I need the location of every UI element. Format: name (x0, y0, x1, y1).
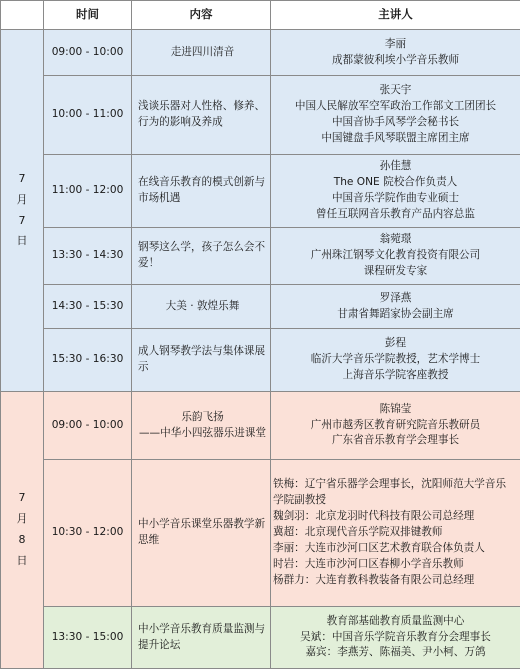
day-label-line: 月 (1, 509, 43, 530)
header-date (1, 1, 44, 30)
session-speaker-line: 彭程 (273, 336, 518, 352)
session-topic-line: 示 (138, 360, 267, 376)
session-speaker-line: 杨群力：大连育教科教装备有限公司总经理 (273, 573, 518, 589)
session-speaker-line: 广东省音乐教育学会理事长 (273, 433, 518, 449)
schedule-row (1, 155, 520, 228)
session-topic (132, 30, 271, 76)
session-topic (132, 460, 271, 607)
session-speaker-line: 广州珠江钢琴文化教育投资有限公司 (273, 248, 518, 264)
session-speaker-line: 李丽 (273, 37, 518, 53)
session-speaker-line: 张天宇 (273, 83, 518, 99)
session-topic (132, 155, 271, 228)
session-speaker-line: 成都蒙彼利埃小学音乐教师 (273, 53, 518, 69)
session-speaker-line: 甘肃省舞蹈家协会副主席 (273, 307, 518, 323)
session-speaker (271, 30, 520, 76)
session-time: 10:00 - 11:00 (44, 76, 132, 155)
session-speaker-line: 陈锦莹 (273, 402, 518, 418)
session-time: 11:00 - 12:00 (44, 155, 132, 228)
session-speaker (271, 392, 520, 460)
session-topic (132, 76, 271, 155)
header-speaker: 主讲人 (271, 1, 520, 30)
schedule-row (1, 607, 520, 669)
session-speaker-line: 学院副教授 (273, 493, 518, 509)
session-speaker-line: 罗泽燕 (273, 291, 518, 307)
session-speaker-line: 吴斌：中国音乐学院音乐教育分会理事长 (273, 630, 518, 646)
session-topic (132, 329, 271, 392)
session-topic-line: 中小学音乐教育质量监测与 (138, 622, 267, 638)
session-topic-line: 爱！ (138, 256, 267, 272)
session-speaker-line: 嘉宾：李燕芳、陈福美、尹小柯、万鸽 (273, 645, 518, 661)
header-row (1, 1, 520, 30)
schedule-row (1, 285, 520, 329)
day-label-line: 7 (1, 488, 43, 509)
session-topic-line: 钢琴这么学，孩子怎么会不 (138, 240, 267, 256)
schedule-row (1, 76, 520, 155)
session-topic (132, 228, 271, 285)
session-speaker (271, 329, 520, 392)
session-speaker-line: 时岩：大连市沙河口区春柳小学音乐教师 (273, 557, 518, 573)
session-topic-line: 行为的影响及养成 (138, 115, 267, 131)
session-time: 09:00 - 10:00 (44, 30, 132, 76)
session-speaker-line: 中国音乐学院作曲专业硕士 (273, 191, 518, 207)
session-topic (132, 607, 271, 669)
session-time: 13:30 - 15:00 (44, 607, 132, 669)
session-speaker-line: 广州市越秀区教育研究院音乐教研员 (273, 418, 518, 434)
session-speaker-line: 孙佳慧 (273, 159, 518, 175)
session-topic-line: 提升论坛 (138, 638, 267, 654)
session-topic-line: 走进四川清音 (138, 45, 267, 61)
session-topic-line: 中小学音乐课堂乐器教学新 (138, 517, 267, 533)
session-topic (132, 392, 271, 460)
session-time: 10:30 - 12:00 (44, 460, 132, 607)
schedule-row (1, 460, 520, 607)
day-label-line: 月 (1, 190, 43, 211)
session-speaker-line: 上海音乐学院客座教授 (273, 368, 518, 384)
session-speaker-line: 冀超：北京现代音乐学院双排键教师 (273, 525, 518, 541)
session-time: 09:00 - 10:00 (44, 392, 132, 460)
session-topic-line: 浅谈乐器对人性格、修养、 (138, 99, 267, 115)
day-label (1, 392, 44, 669)
session-speaker-line: 翁菀璟 (273, 232, 518, 248)
header-time: 时间 (44, 1, 132, 30)
session-speaker-line: The ONE 院校合作负责人 (273, 175, 518, 191)
day-label-line: 日 (1, 551, 43, 572)
session-speaker-line: 课程研发专家 (273, 264, 518, 280)
session-speaker-line: 中国人民解放军空军政治工作部文工团团长 (273, 99, 518, 115)
session-speaker-line: 李丽：大连市沙河口区艺术教育联合体负责人 (273, 541, 518, 557)
session-speaker (271, 285, 520, 329)
session-time: 14:30 - 15:30 (44, 285, 132, 329)
session-topic-line: 在线音乐教育的模式创新与 (138, 175, 267, 191)
session-speaker-line: 铁梅：辽宁省乐器学会理事长，沈阳师范大学音乐 (273, 477, 518, 493)
session-speaker-line: 中国音协手风琴学会秘书长 (273, 115, 518, 131)
session-topic-line: 大美 · 敦煌乐舞 (138, 299, 267, 315)
session-speaker-line: 临沂大学音乐学院教授，艺术学博士 (273, 352, 518, 368)
day-label (1, 30, 44, 392)
session-speaker-line: 中国键盘手风琴联盟主席团主席 (273, 131, 518, 147)
schedule-row (1, 329, 520, 392)
session-topic-line: 乐韵飞扬 (138, 410, 267, 426)
schedule-row (1, 30, 520, 76)
session-speaker (271, 460, 520, 607)
session-time: 15:30 - 16:30 (44, 329, 132, 392)
session-speaker (271, 607, 520, 669)
session-topic (132, 285, 271, 329)
schedule-row (1, 392, 520, 460)
day-label-line: 日 (1, 231, 43, 252)
session-topic-line: 成人钢琴教学法与集体课展 (138, 344, 267, 360)
session-speaker (271, 76, 520, 155)
schedule-row (1, 228, 520, 285)
session-speaker-line: 魏剑羽：北京龙羽时代科技有限公司总经理 (273, 509, 518, 525)
session-speaker (271, 155, 520, 228)
session-speaker (271, 228, 520, 285)
day-label-line: 8 (1, 530, 43, 551)
day-label-line: 7 (1, 169, 43, 190)
session-topic-line: 市场机遇 (138, 191, 267, 207)
session-topic-line: ——中华小四弦器乐进课堂 (138, 426, 267, 442)
header-content: 内容 (132, 1, 271, 30)
session-topic-line: 思维 (138, 533, 267, 549)
session-time: 13:30 - 14:30 (44, 228, 132, 285)
session-speaker-line: 教育部基础教育质量监测中心 (273, 614, 518, 630)
day-label-line: 7 (1, 211, 43, 232)
session-speaker-line: 曾任互联网音乐教育产品内容总监 (273, 207, 518, 223)
